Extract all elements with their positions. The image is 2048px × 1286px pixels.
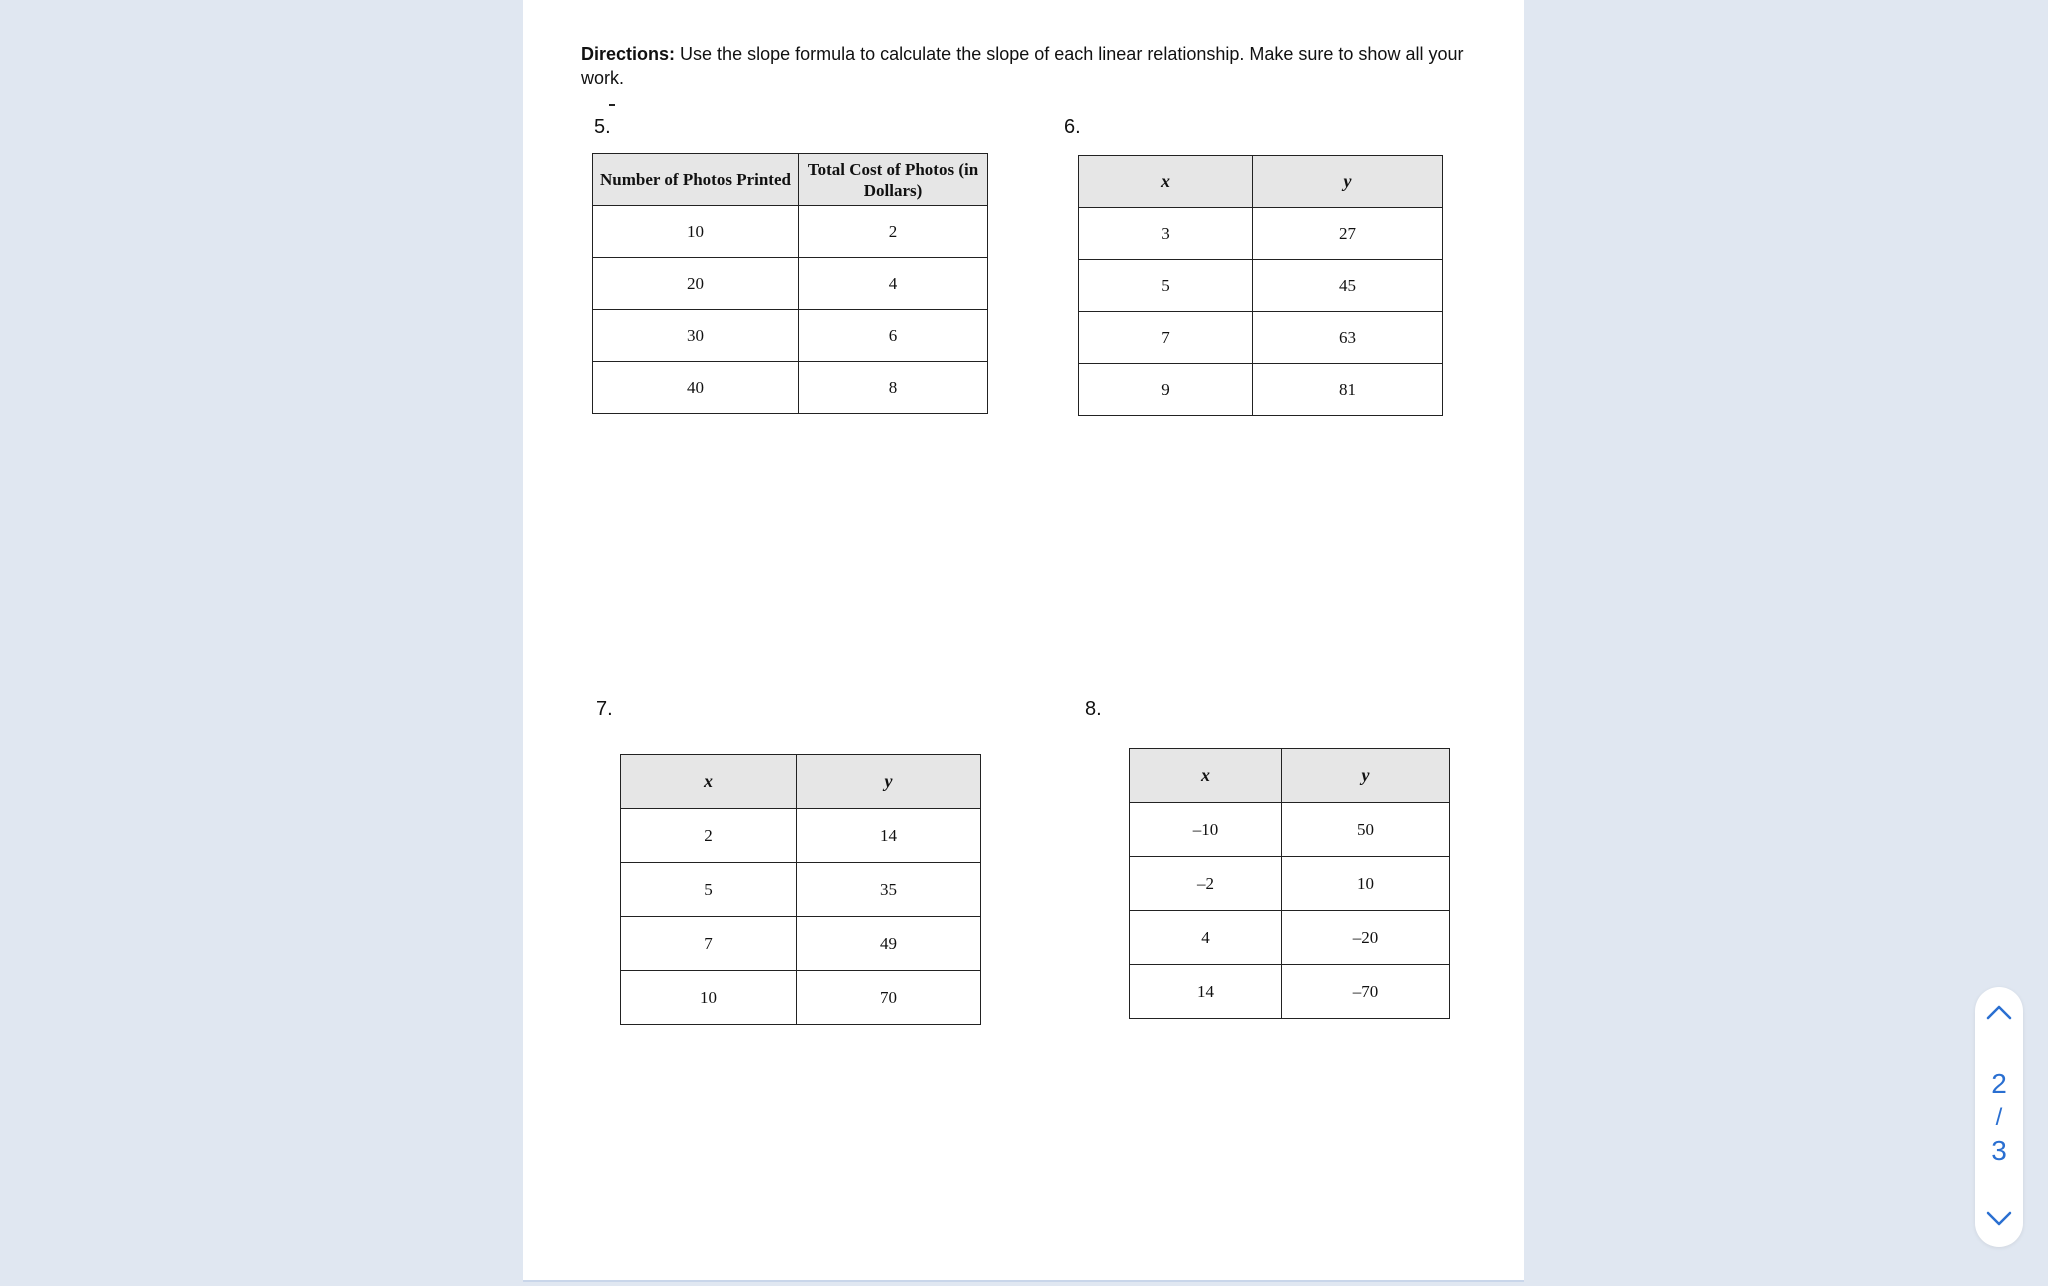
table-cell: 20 xyxy=(593,258,799,310)
table-cell: 2 xyxy=(799,206,988,258)
table-cell: 10 xyxy=(1282,857,1450,911)
table-header: x xyxy=(1130,749,1282,803)
table-cell: 30 xyxy=(593,310,799,362)
table-cell: 3 xyxy=(1079,208,1253,260)
problem-8-number: 8. xyxy=(1085,698,1102,720)
table-cell: 27 xyxy=(1253,208,1443,260)
table-cell: 50 xyxy=(1282,803,1450,857)
problem-6-number: 6. xyxy=(1064,116,1081,138)
table-cell: 45 xyxy=(1253,260,1443,312)
problem-7-table xyxy=(620,754,981,1025)
directions-label: Directions: xyxy=(581,44,676,64)
table-header: Number of Photos Printed xyxy=(593,154,799,206)
table-header: x xyxy=(1079,156,1253,208)
problem-8-table xyxy=(1129,748,1450,1019)
table-cell: –10 xyxy=(1130,803,1282,857)
chevron-down-icon[interactable] xyxy=(1975,1198,2023,1238)
problem-5-table xyxy=(592,153,988,414)
table-cell: 7 xyxy=(1079,312,1253,364)
table-cell: 40 xyxy=(593,362,799,414)
table-header: x xyxy=(621,755,797,809)
document-page xyxy=(523,0,1524,1282)
directions xyxy=(581,42,1501,90)
table-cell: –20 xyxy=(1282,911,1450,965)
table-header: y xyxy=(797,755,981,809)
table-header: Total Cost of Photos (in Dollars) xyxy=(799,154,988,206)
table-cell: 4 xyxy=(1130,911,1282,965)
stray-mark xyxy=(609,104,615,106)
total-pages: 3 xyxy=(1991,1135,2007,1166)
table-header: y xyxy=(1282,749,1450,803)
table-cell: 10 xyxy=(593,206,799,258)
table-cell: 70 xyxy=(797,971,981,1025)
problem-7-number: 7. xyxy=(596,698,613,720)
page-separator: / xyxy=(1995,1104,2003,1131)
table-cell: 49 xyxy=(797,917,981,971)
table-cell: 2 xyxy=(621,809,797,863)
table-cell: 81 xyxy=(1253,364,1443,416)
table-cell: 4 xyxy=(799,258,988,310)
problem-5-number: 5. xyxy=(594,116,611,138)
table-cell: –70 xyxy=(1282,965,1450,1019)
problem-6-table xyxy=(1078,155,1443,416)
table-cell: 5 xyxy=(1079,260,1253,312)
chevron-up-icon[interactable] xyxy=(1975,993,2023,1033)
directions-text: Use the slope formula to calculate the slope of each linear relationship. Make sure to show all your work. xyxy=(581,44,1464,88)
table-header: y xyxy=(1253,156,1443,208)
table-cell: 14 xyxy=(1130,965,1282,1019)
table-cell: 8 xyxy=(799,362,988,414)
table-cell: 5 xyxy=(621,863,797,917)
table-cell: 9 xyxy=(1079,364,1253,416)
table-cell: 10 xyxy=(621,971,797,1025)
page-navigator xyxy=(1975,987,2023,1247)
current-page: 2 xyxy=(1991,1068,2007,1099)
table-cell: 35 xyxy=(797,863,981,917)
table-cell: 7 xyxy=(621,917,797,971)
table-cell: –2 xyxy=(1130,857,1282,911)
table-cell: 14 xyxy=(797,809,981,863)
table-cell: 63 xyxy=(1253,312,1443,364)
table-cell: 6 xyxy=(799,310,988,362)
